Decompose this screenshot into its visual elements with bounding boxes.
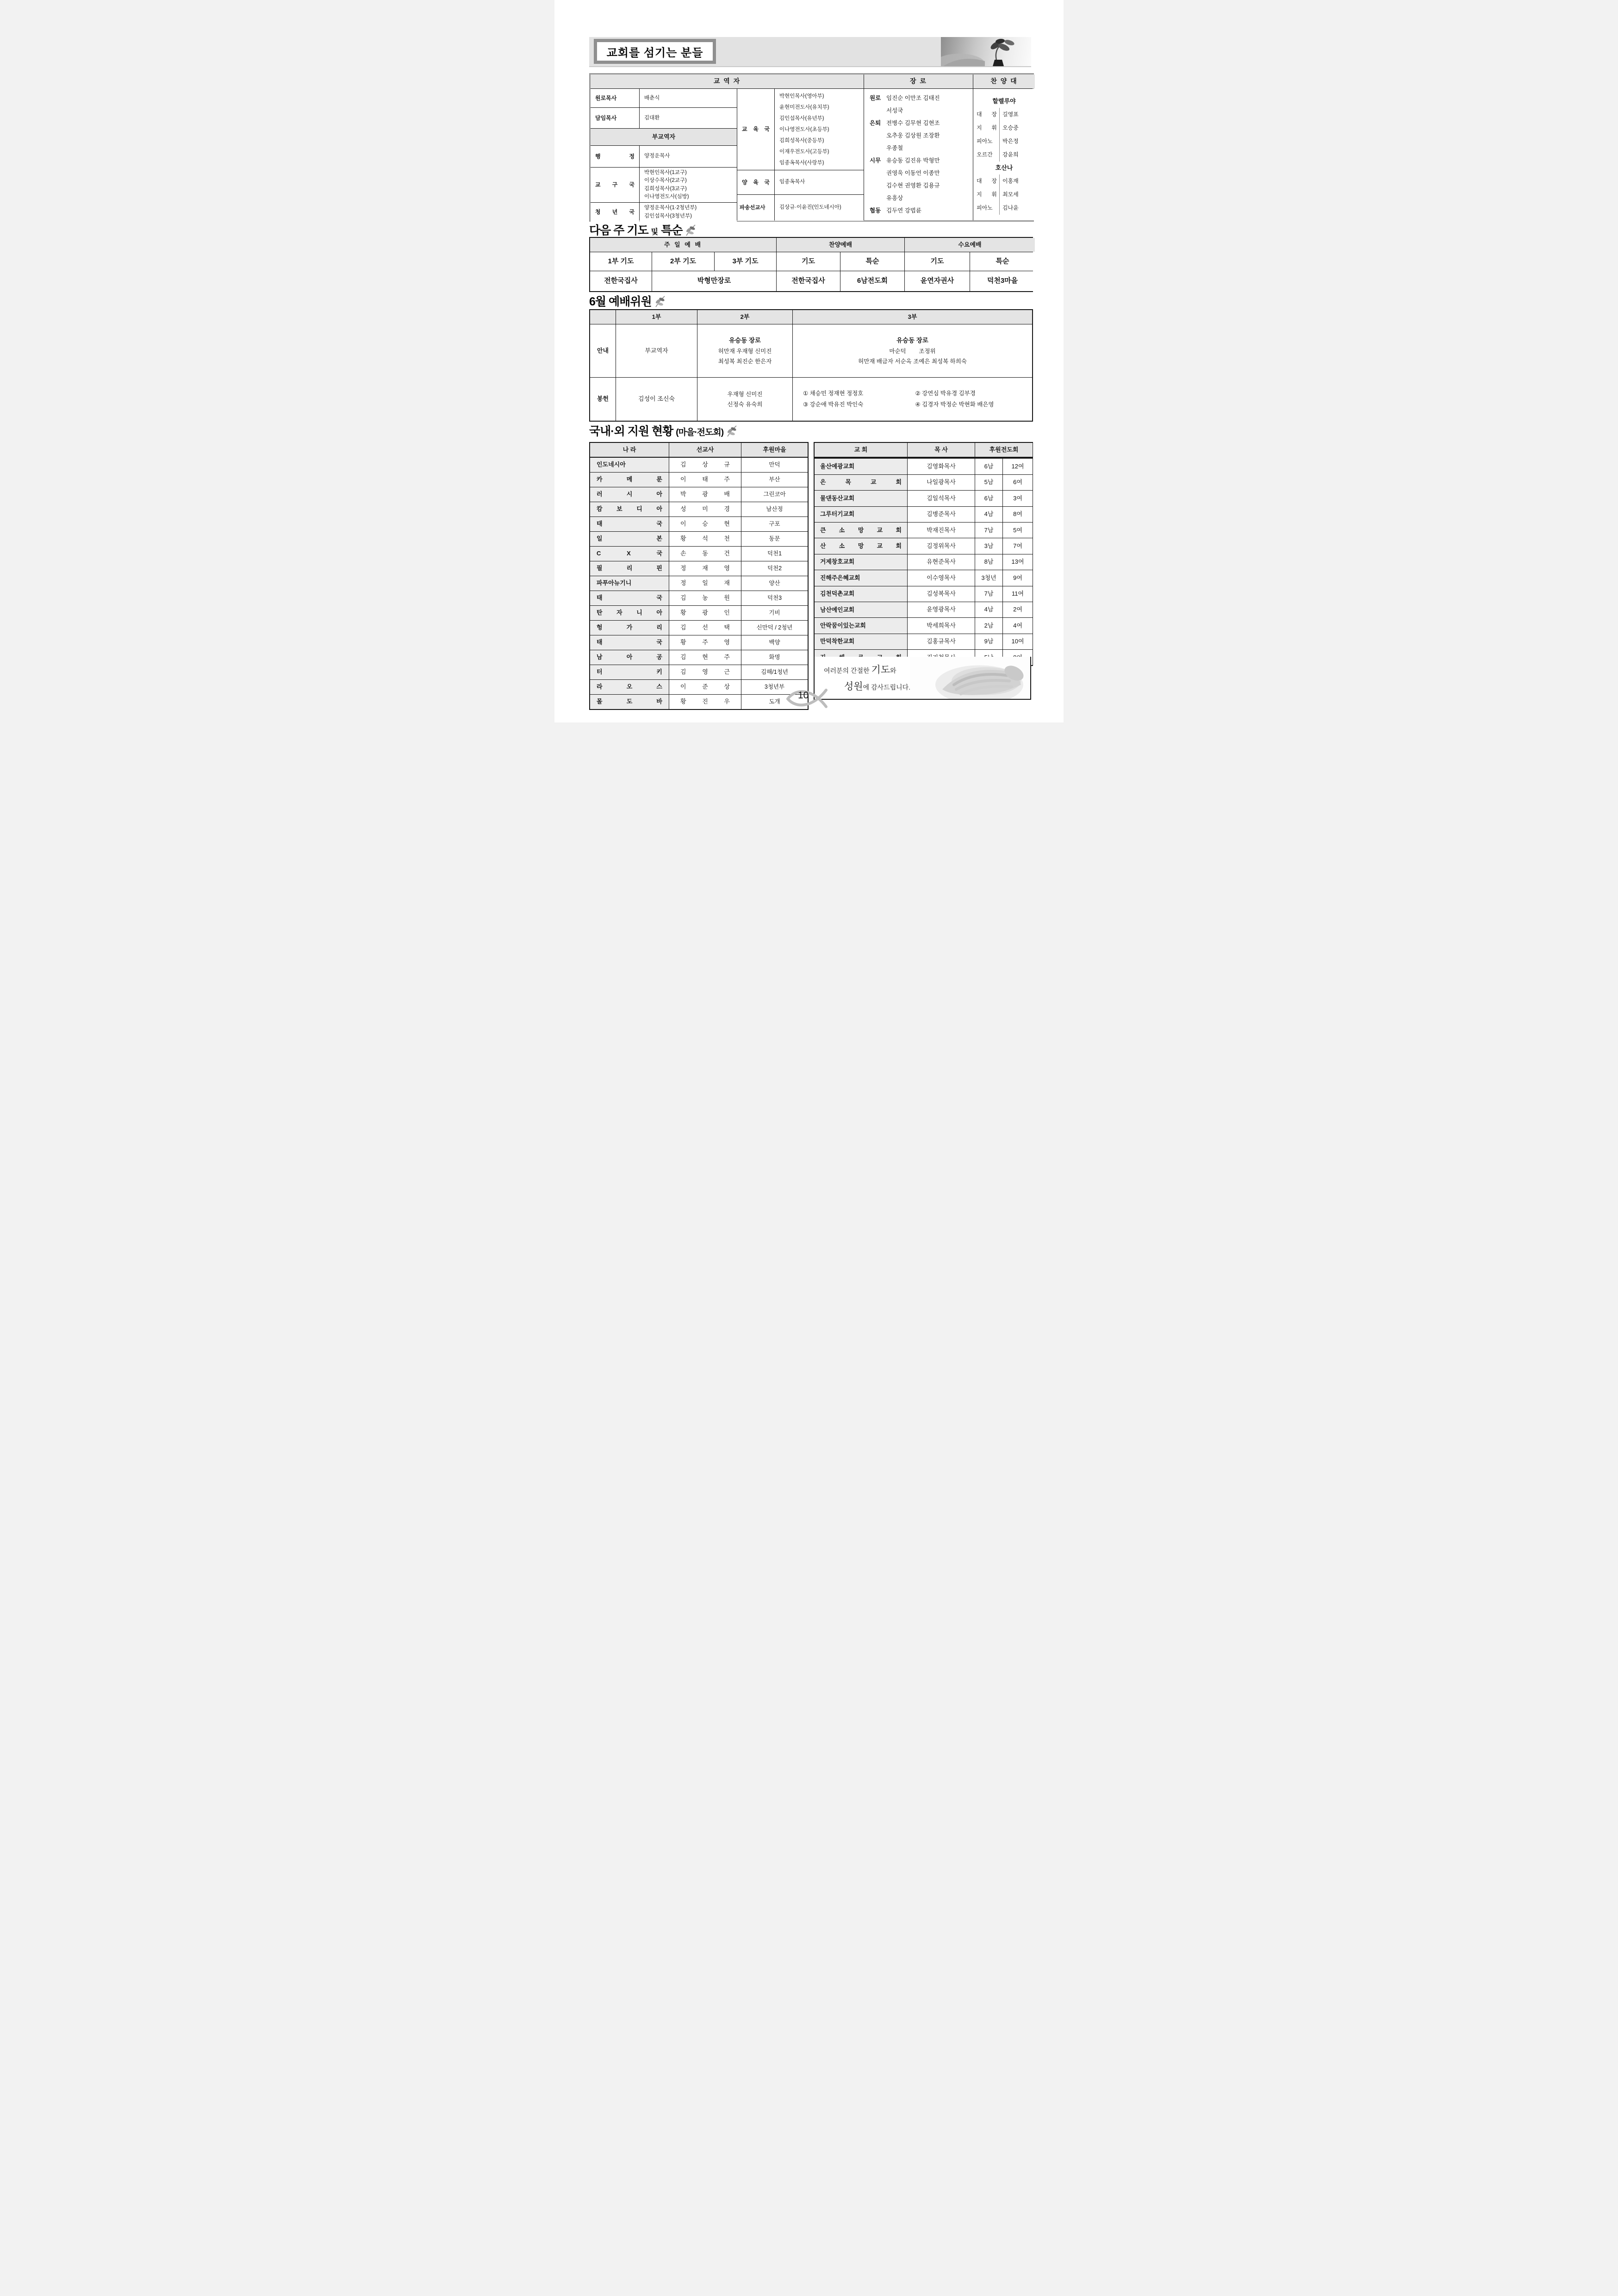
pastor-cell: 박세희목사 (908, 618, 975, 633)
row-label: 청 년 국 (591, 203, 639, 222)
church-cell: 큰 소 망 교 회 (815, 523, 907, 538)
country-cell: 필 리 핀 (590, 561, 669, 576)
elder-names: 서성국 (886, 107, 903, 114)
staff-line: 임종옥목사 (779, 179, 805, 185)
choir-member-row (977, 148, 1032, 162)
missionary-cell: 성 미 경 (669, 502, 741, 516)
women-group-cell: 3여 (1003, 491, 1033, 506)
group-header-sunday: 주 일 예 배 (590, 238, 776, 252)
row-value (775, 195, 864, 221)
elder-names: 김수현 권영환 김용규 (886, 182, 940, 189)
choir-member-name: 오승중 (1002, 124, 1019, 131)
elder-line (870, 92, 970, 105)
row-value: 배춘식 (640, 89, 737, 107)
country-cell: 몰 도 바 (590, 695, 669, 709)
choir-member-row (977, 174, 1032, 188)
subhead-cell: 기도 (905, 252, 970, 271)
men-group-cell: 4남 (975, 507, 1002, 522)
value-cell: 6남전도회 (840, 271, 904, 291)
village-cell: 부산 (741, 473, 808, 487)
choir-role: 피아노 (977, 201, 1000, 215)
leaf-icon (726, 425, 737, 439)
col-header-pastor: 목 사 (908, 443, 975, 457)
church-cell: 산 소 망 교 회 (815, 538, 907, 554)
staff-header-ministers: 교 역 자 (591, 75, 864, 88)
pastor-cell: 김정위목사 (908, 538, 975, 554)
choir-member-row (977, 135, 1032, 148)
country-cell: 일 본 (590, 532, 669, 546)
elder-names: 유흥상 (886, 195, 903, 201)
church-cell: 물댄동산교회 (815, 491, 907, 506)
offering-team: ② 강연심 박유경 김부경 (915, 390, 976, 397)
elder-names: 권영욱 이동언 이종만 (886, 170, 940, 176)
plant-illustration (941, 37, 1031, 66)
choir-cell (973, 89, 1035, 220)
men-group-cell: 8남 (975, 554, 1002, 570)
offering-part2 (697, 378, 792, 421)
village-cell: 3청년부 (741, 680, 808, 694)
church-cell: 남산예인교회 (815, 602, 907, 617)
country-cell: 태 국 (590, 591, 669, 605)
elder-group-label (870, 105, 886, 117)
church-cell: 은 목 교 회 (815, 475, 907, 490)
choir-group-title: 할렐루야 (992, 97, 1016, 105)
village-cell: 기비 (741, 606, 808, 620)
missionary-cell: 정 일 재 (669, 576, 741, 591)
elder-names: 전병수 김무현 김현조 (886, 120, 940, 126)
village-cell: 남산정 (741, 502, 808, 516)
church-cell: 진해주은혜교회 (815, 570, 907, 585)
pastor-cell: 유현준목사 (908, 554, 975, 570)
choir-member-name: 김나윤 (1002, 204, 1019, 211)
subhead-cell: 특순 (840, 252, 904, 271)
pastor-cell: 김병준목사 (908, 507, 975, 522)
country-cell: 탄 자 니 아 (590, 606, 669, 620)
missionary-cell: 손 동 건 (669, 547, 741, 561)
elder-line (870, 167, 970, 180)
pastor-cell: 김성복목사 (908, 586, 975, 602)
village-cell: 덕천1 (741, 547, 808, 561)
women-group-cell: 12여 (1003, 459, 1033, 474)
value-cell: 윤연자권사 (905, 271, 970, 291)
row-label: 교 구 국 (591, 168, 639, 202)
country-cell: 태 국 (590, 635, 669, 650)
staff-left-section (591, 89, 737, 220)
row-label: 양 육 국 (737, 170, 774, 194)
staff-line: 박현인목사(1교구) (644, 169, 687, 175)
women-group-cell: 8여 (1003, 507, 1033, 522)
bulletin-page (554, 0, 1064, 722)
village-cell: 만덕 (741, 458, 808, 472)
men-group-cell: 6남 (975, 491, 1002, 506)
missionary-cell: 박 광 배 (669, 487, 741, 502)
leaf-icon (685, 224, 696, 238)
col-header-part1: 1부 (616, 310, 697, 324)
pastor-cell: 김영화목사 (908, 459, 975, 474)
church-cell: 그루터기교회 (815, 507, 907, 522)
country-cell: 러 시 아 (590, 487, 669, 502)
elder-group-label (870, 167, 886, 180)
country-cell: 인도네시아 (590, 458, 669, 472)
subhead-cell: 3부 기도 (715, 252, 776, 271)
row-value (640, 203, 737, 222)
missionary-cell: 김 현 주 (669, 650, 741, 665)
section-title-support: 국내·외 지원 현황 (마을·전도회) (589, 422, 737, 439)
page-title-box (594, 39, 716, 64)
choir-role: 대 장 (977, 174, 1000, 188)
country-cell: 헝 가 리 (590, 621, 669, 635)
guide-part2-leader: 유승동 장로 (729, 337, 761, 344)
value-cell: 전한국집사 (777, 271, 840, 291)
fish-logo (786, 687, 828, 710)
elder-group-label (870, 130, 886, 142)
pastor-cell: 박재진목사 (908, 523, 975, 538)
village-cell: 김해/1청년 (741, 665, 808, 679)
choir-role: 대 장 (977, 108, 1000, 121)
value-cell: 전한국집사 (590, 271, 652, 291)
church-cell: 거제창호교회 (815, 554, 907, 570)
col-header-part3: 3부 (793, 310, 1032, 324)
village-cell: 그린코아 (741, 487, 808, 502)
pastor-cell: 윤영광목사 (908, 602, 975, 617)
men-group-cell: 2남 (975, 618, 1002, 633)
pastor-cell: 김일석목사 (908, 491, 975, 506)
offering-part3 (793, 378, 1032, 421)
staff-line: 윤현미전도사(유치부) (779, 104, 829, 110)
choir-member-name: 이홍재 (1002, 177, 1019, 184)
village-cell: 덕천2 (741, 561, 808, 576)
staff-line: 김인섭목사(유년부) (779, 115, 824, 121)
church-cell: 만덕착한교회 (815, 634, 907, 649)
staff-line: 박현인목사(영아부) (779, 93, 824, 99)
elder-line (870, 105, 970, 117)
col-header-sponsor: 후원전도회 (975, 443, 1033, 457)
offering-line: 우재형 신미진 (727, 391, 763, 398)
village-cell: 구포 (741, 517, 808, 531)
staff-line: 이나영전도사(초등부) (779, 126, 829, 132)
pastor-cell: 김홍규목사 (908, 634, 975, 649)
choir-role: 지 휘 (977, 121, 1000, 135)
women-group-cell: 6여 (1003, 475, 1033, 490)
elder-names: 우종철 (886, 145, 903, 151)
elder-group-label (870, 142, 886, 155)
pastor-cell: 이수영목사 (908, 570, 975, 585)
section-title-next-week: 다음 주 기도 및 특순 (589, 221, 696, 238)
elder-names: 김두연 강법륜 (886, 207, 921, 214)
value-cell: 덕천3마을 (970, 271, 1035, 291)
missionary-cell: 김 선 택 (669, 621, 741, 635)
missionary-cell: 김 영 근 (669, 665, 741, 679)
elders-cell (864, 89, 973, 220)
elder-group-label (870, 192, 886, 205)
missionary-cell: 김 상 규 (669, 458, 741, 472)
row-label-offering: 봉헌 (590, 378, 616, 421)
row-label-guide: 안내 (590, 324, 616, 377)
staff-line: 이재우전도사(고등부) (779, 149, 829, 155)
col-header-part2: 2부 (697, 310, 792, 324)
women-group-cell: 9여 (1003, 570, 1033, 585)
offering-part1: 김성이 조신숙 (616, 378, 697, 421)
offering-line: 신정숙 유숙희 (727, 401, 763, 408)
men-group-cell: 3청년 (975, 570, 1002, 585)
choir-member-row (977, 108, 1032, 121)
row-value (640, 168, 737, 202)
col-header-country: 나 라 (590, 443, 669, 457)
village-cell: 화명 (741, 650, 808, 665)
elder-line (870, 205, 970, 217)
missionary-cell: 황 주 영 (669, 635, 741, 650)
church-cell: 울산예광교회 (815, 459, 907, 474)
elder-line (870, 180, 970, 192)
guide-part3-leader: 유승동 장로 (896, 337, 928, 344)
women-group-cell: 10여 (1003, 634, 1033, 649)
elder-names: 유승동 김진유 박형만 (886, 157, 940, 164)
staff-line: 김희성목사(중등부) (779, 137, 824, 143)
church-cell: 안락꿈이있는교회 (815, 618, 907, 633)
group-header-wednesday: 수요예배 (905, 238, 1035, 252)
country-cell: 캄 보 디 아 (590, 502, 669, 516)
staff-line: 양정운목사(1·2청년부) (644, 205, 697, 211)
row-value: 김대환 (640, 108, 737, 128)
elder-names: 오추웅 김상원 조장환 (886, 132, 940, 139)
village-cell: 백양 (741, 635, 808, 650)
staff-table (589, 73, 1034, 222)
church-cell: 김천덕촌교회 (815, 586, 907, 602)
row-value (640, 146, 737, 167)
row-label: 행 정 (591, 146, 639, 167)
missionary-cell: 정 재 영 (669, 561, 741, 576)
guide-line: 최성복 최진순 한은자 (718, 358, 772, 365)
women-group-cell: 4여 (1003, 618, 1033, 633)
elder-group-label: 시무 (870, 157, 881, 164)
men-group-cell: 6남 (975, 459, 1002, 474)
guide-line: 허만재 우재형 신미진 (718, 348, 772, 355)
missionary-cell: 황 진 우 (669, 695, 741, 709)
missionary-cell: 이 태 주 (669, 473, 741, 487)
choir-role: 오르간 (977, 148, 1000, 162)
country-cell: 터 키 (590, 665, 669, 679)
subheader-assistant-ministers: 부교역자 (591, 129, 737, 145)
guide-part2 (697, 324, 792, 377)
subhead-cell: 특순 (970, 252, 1035, 271)
praying-hands-photo (910, 657, 1030, 699)
women-group-cell: 2여 (1003, 602, 1033, 617)
col-header-missionary: 선교사 (669, 443, 741, 457)
village-cell: 동문 (741, 532, 808, 546)
page-title: 교회를 섬기는 분들 (606, 46, 703, 59)
staff-middle-section (737, 89, 864, 220)
country-cell: 카 메 룬 (590, 473, 669, 487)
guide-line: 허만재 배금자 서순옥 조예은 최성복 하희숙 (858, 358, 967, 365)
staff-line: 이나영전도사(심방) (644, 194, 689, 199)
guide-part3 (793, 324, 1032, 377)
elder-group-label: 원로 (870, 95, 881, 101)
row-value (775, 89, 864, 170)
guide-part1: 부교역자 (616, 324, 697, 377)
choir-group-title: 호산나 (995, 164, 1013, 171)
men-group-cell: 7남 (975, 523, 1002, 538)
women-group-cell: 5여 (1003, 523, 1033, 538)
staff-header-choir: 찬 양 대 (973, 75, 1035, 88)
col-header-church: 교 회 (815, 443, 907, 457)
row-label: 담임목사 (591, 108, 639, 128)
village-cell: 덕천3 (741, 591, 808, 605)
men-group-cell: 3남 (975, 538, 1002, 554)
country-cell: C X 국 (590, 547, 669, 561)
village-cell: 신만덕 / 2청년 (741, 621, 808, 635)
country-cell: 파푸아뉴기니 (590, 576, 669, 591)
elder-group-label (870, 180, 886, 192)
row-label: 원로목사 (591, 89, 639, 107)
men-group-cell: 7남 (975, 586, 1002, 602)
staff-line: 김인섭목사(3청년부) (644, 213, 692, 219)
missionary-cell: 이 준 상 (669, 680, 741, 694)
elder-names: 임진순 이만조 김태진 (886, 95, 940, 101)
row-label: 파송선교사 (737, 195, 774, 221)
guide-line: 마순덕 조정위 (889, 348, 936, 355)
church-table (814, 442, 1033, 666)
subhead-cell: 2부 기도 (652, 252, 714, 271)
elder-line (870, 117, 970, 130)
missionary-cell: 황 석 천 (669, 532, 741, 546)
next-week-table (589, 237, 1033, 292)
elder-line (870, 130, 970, 142)
choir-member-row (977, 201, 1032, 215)
men-group-cell: 9남 (975, 634, 1002, 649)
missionary-table (589, 442, 809, 710)
pastor-cell: 나일광목사 (908, 475, 975, 490)
country-cell: 라 오 스 (590, 680, 669, 694)
village-cell: 양산 (741, 576, 808, 591)
subhead-cell: 1부 기도 (590, 252, 652, 271)
offering-team: ① 채승민 정재현 정정호 (803, 390, 864, 397)
row-label: 교 육 국 (737, 89, 774, 170)
hand-plant-photo (941, 37, 1031, 66)
row-value (775, 170, 864, 194)
choir-role: 피아노 (977, 135, 1000, 148)
elder-line (870, 155, 970, 167)
missionary-cell: 김 농 원 (669, 591, 741, 605)
elder-line (870, 142, 970, 155)
col-header-village: 후원마을 (741, 443, 808, 457)
missionary-cell: 이 승 현 (669, 517, 741, 531)
choir-member-name: 길영표 (1002, 111, 1019, 118)
title-band (589, 37, 1031, 67)
elder-line (870, 192, 970, 205)
leaf-icon (654, 295, 666, 310)
thanks-box (814, 657, 1031, 700)
choir-member-row (977, 188, 1032, 201)
village-cell: 도개 (741, 695, 808, 709)
page-number: 10 (798, 690, 809, 701)
offering-team: ④ 김경자 박정순 박현화 배은영 (915, 401, 994, 408)
section-title-june-committee: 6월 예배위원 (589, 292, 666, 309)
value-cell: 박형만장로 (652, 271, 776, 291)
staff-line: 김상규·이윤진(인도네시아) (779, 205, 841, 211)
staff-line: 이상수목사(2교구) (644, 178, 687, 183)
women-group-cell: 7여 (1003, 538, 1033, 554)
choir-role: 지 휘 (977, 188, 1000, 201)
choir-member-name: 강윤희 (1002, 151, 1019, 158)
country-cell: 태 국 (590, 517, 669, 531)
group-header-praise: 찬양예배 (777, 238, 904, 252)
women-group-cell: 11여 (1003, 586, 1033, 602)
men-group-cell: 5남 (975, 475, 1002, 490)
choir-member-name: 최모세 (1002, 191, 1019, 198)
staff-line: 김희성목사(3교구) (644, 186, 687, 192)
offering-team: ③ 강순애 박유진 박인숙 (803, 401, 864, 408)
thanks-message: 여러분의 간절한 기도와 성원에 감사드립니다. (824, 664, 911, 692)
elder-group-label: 협동 (870, 207, 881, 214)
june-committee-table (589, 309, 1033, 422)
corner-cell (590, 310, 616, 324)
men-group-cell: 4남 (975, 602, 1002, 617)
staff-header-elders: 장 로 (864, 75, 973, 88)
staff-line: 양정운목사 (644, 153, 670, 159)
staff-line: 임종옥목사(사랑부) (779, 160, 824, 166)
elder-group-label: 은퇴 (870, 120, 881, 126)
women-group-cell: 13여 (1003, 554, 1033, 570)
subhead-cell: 기도 (777, 252, 840, 271)
choir-member-row (977, 121, 1032, 135)
country-cell: 남 아 공 (590, 650, 669, 665)
missionary-cell: 황 광 인 (669, 606, 741, 620)
choir-member-name: 박은정 (1002, 137, 1019, 144)
